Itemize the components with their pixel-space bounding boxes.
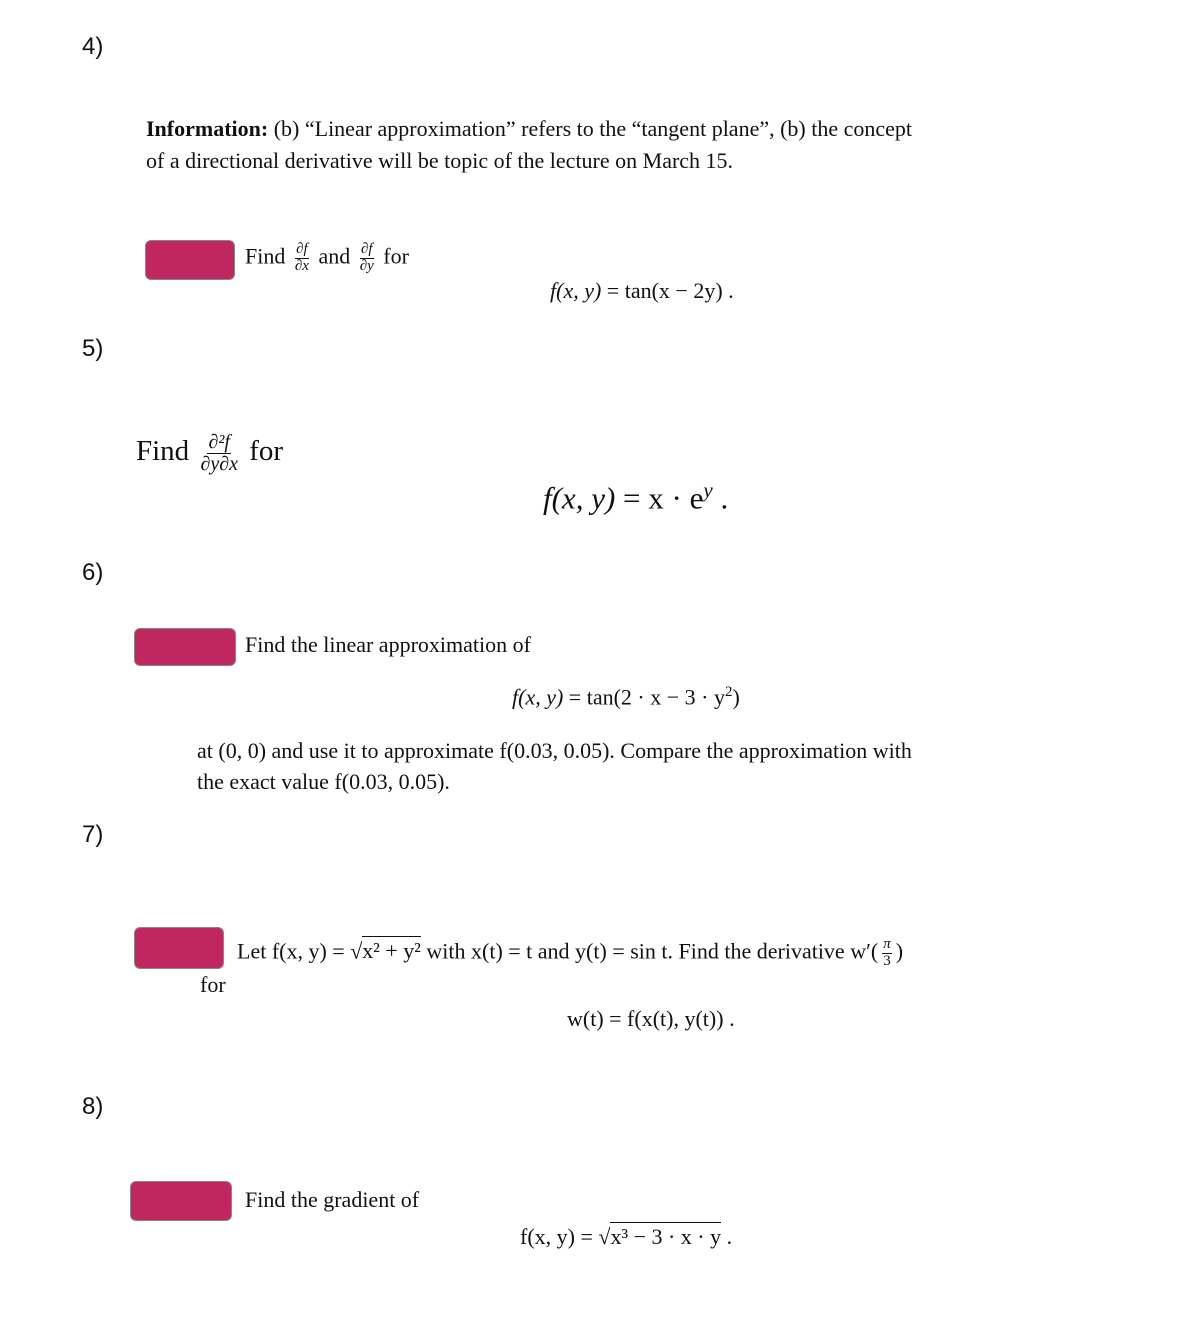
redaction-mark: [134, 628, 236, 666]
problem-number-6: 6): [82, 559, 104, 586]
rest-text: with x(t) = t and y(t) = sin t. Find the derivative w′(: [420, 938, 879, 964]
problem-8-formula: w(t) = f(x(t), y(t)) .: [567, 1006, 735, 1031]
problem-7-formula: [512, 684, 740, 710]
info-text: (b) “Linear approximation” refers to the “tangent plane”, (b) the concept: [268, 116, 913, 141]
and-text: and: [318, 243, 351, 269]
radicand: x³ − 3 · x · y: [610, 1224, 722, 1249]
formula-rhs: = tan(x − 2y) .: [606, 278, 734, 303]
paren: ): [732, 684, 740, 710]
find-text: Find: [136, 435, 190, 468]
problem-number-5: 5): [82, 335, 104, 362]
partial-x-fraction: [295, 242, 309, 275]
redaction-mark: [130, 1181, 232, 1221]
information-line-2: of a directional derivative will be topic of the lecture on March 15.: [146, 148, 734, 173]
formula-lhs: f(x, y): [512, 684, 564, 710]
frac-num: ∂²f: [208, 431, 230, 453]
for-text: for: [200, 972, 226, 997]
exponent: 2: [724, 684, 733, 700]
problem-6-formula: [543, 478, 728, 516]
problem-7-line-2: the exact value f(0.03, 0.05).: [197, 769, 450, 794]
frac-den: 3: [883, 952, 891, 969]
pi-over-3-fraction: [882, 937, 892, 970]
frac-den: ∂y: [359, 257, 374, 274]
problem-number-4: 4): [82, 33, 104, 60]
problem-number-7: 7): [82, 821, 104, 848]
frac-num: π: [883, 936, 891, 952]
problem-9-intro: Find the gradient of: [245, 1187, 420, 1212]
redaction-mark: [145, 240, 235, 280]
find-text: Find: [245, 243, 286, 269]
formula-rhs: = tan(2 · x − 3 · y: [568, 684, 725, 710]
problem-5-formula: [550, 278, 734, 304]
period: .: [712, 480, 729, 516]
let-text: Let f(x, y) = √: [237, 938, 363, 964]
paren: ): [895, 938, 904, 964]
formula-lhs: f(x, y): [550, 278, 602, 303]
problem-8-prompt: [237, 937, 903, 970]
problem-6-prompt: [136, 432, 283, 475]
problem-7-intro: Find the linear approximation of: [245, 632, 531, 657]
redaction-mark: [134, 927, 224, 969]
mixed-partial-fraction: [200, 432, 238, 475]
problem-9-formula: [520, 1224, 732, 1250]
partial-y-fraction: [360, 242, 374, 275]
period: .: [721, 1224, 733, 1249]
exponent: y: [703, 478, 713, 502]
for-text: for: [249, 435, 284, 468]
formula-lhs: f(x, y): [543, 480, 616, 516]
information-line-1: [146, 116, 912, 142]
formula-rhs: = x · e: [623, 480, 704, 516]
problem-5-prompt: [245, 242, 409, 275]
frac-den: ∂y∂x: [200, 453, 238, 475]
problem-7-line-1: at (0, 0) and use it to approximate f(0.03, 0.05). Compare the approximation with: [197, 738, 912, 763]
radicand: x² + y²: [362, 938, 421, 964]
problem-number-8: 8): [82, 1093, 104, 1120]
information-label: Information:: [146, 116, 269, 141]
frac-num: ∂f: [360, 241, 373, 257]
frac-num: ∂f: [296, 241, 308, 257]
frac-den: ∂x: [294, 257, 309, 274]
for-text: for: [383, 243, 409, 269]
formula-lhs: f(x, y) = √: [520, 1224, 611, 1249]
